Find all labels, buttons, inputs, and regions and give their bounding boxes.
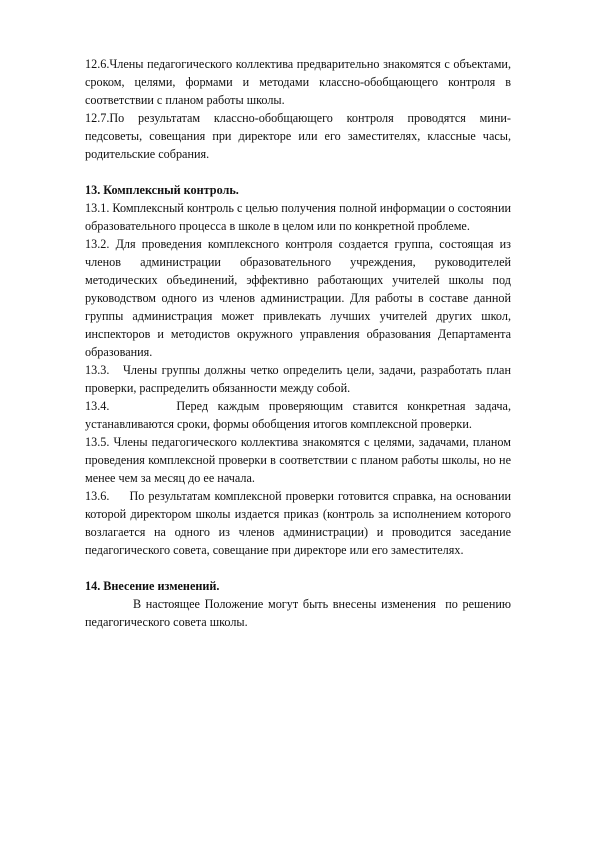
spacer xyxy=(85,163,511,181)
paragraph-14: В настоящее Положение могут быть внесены изменения по решению педагогического совета школы. xyxy=(85,597,515,629)
paragraph-13-5: 13.5. Члены педагогического коллектива знакомятся с целями, задачами, планом проведения комплексной проверки в соответствии с планом работы школы, но не менее чем за месяц до ее начала. xyxy=(85,435,511,485)
paragraph-13-2: 13.2. Для проведения комплексного контроля создается группа, состоящая из членов администрации образовательного учреждения, руководителей методических объединений, эффективно работающих учителей школы под руководством одного из членов администрации. Для работы в составе данной группы администрация может привлекать лучших учителей других школ, инспекторов и методистов окружного управления образования Департамента образования. xyxy=(85,237,511,359)
paragraph-13-3: 13.3. Члены группы должны четко определить цели, задачи, разработать план проверки, распределить обязанности между собой. xyxy=(85,363,515,395)
paragraph-12-7: 12.7.По результатам классно-обобщающего контроля проводятся мини-педсоветы, совещания при директоре или его заместителях, классные часы, родительские собрания. xyxy=(85,111,511,161)
paragraph-13-1: 13.1. Комплексный контроль с целью получения полной информации о состоянии образовательного процесса в школе в целом или по конкретной проблеме. xyxy=(85,201,511,233)
paragraph-12-6: 12.6.Члены педагогического коллектива предварительно знакомятся с объектами, сроком, целями, формами и методами классно-обобщающего контроля в соответствии с планом работы школы. xyxy=(85,57,511,107)
section-14-heading: 14. Внесение изменений. xyxy=(85,579,220,593)
paragraph-13-4: 13.4. Перед каждым проверяющим ставится конкретная задача, устанавливаются сроки, формы обобщения итогов комплексной проверки. xyxy=(85,399,515,431)
paragraph-13-6: 13.6. По результатам комплексной проверки готовится справка, на основании которой директором школы издается приказ (контроль за исполнением которого возлагается на одного из членов администрации) и проводится заседание педагогического совета, совещание при директоре или его заместителях. xyxy=(85,489,515,557)
document-body xyxy=(85,55,515,631)
spacer xyxy=(85,559,511,577)
section-13-heading: 13. Комплексный контроль. xyxy=(85,183,239,197)
